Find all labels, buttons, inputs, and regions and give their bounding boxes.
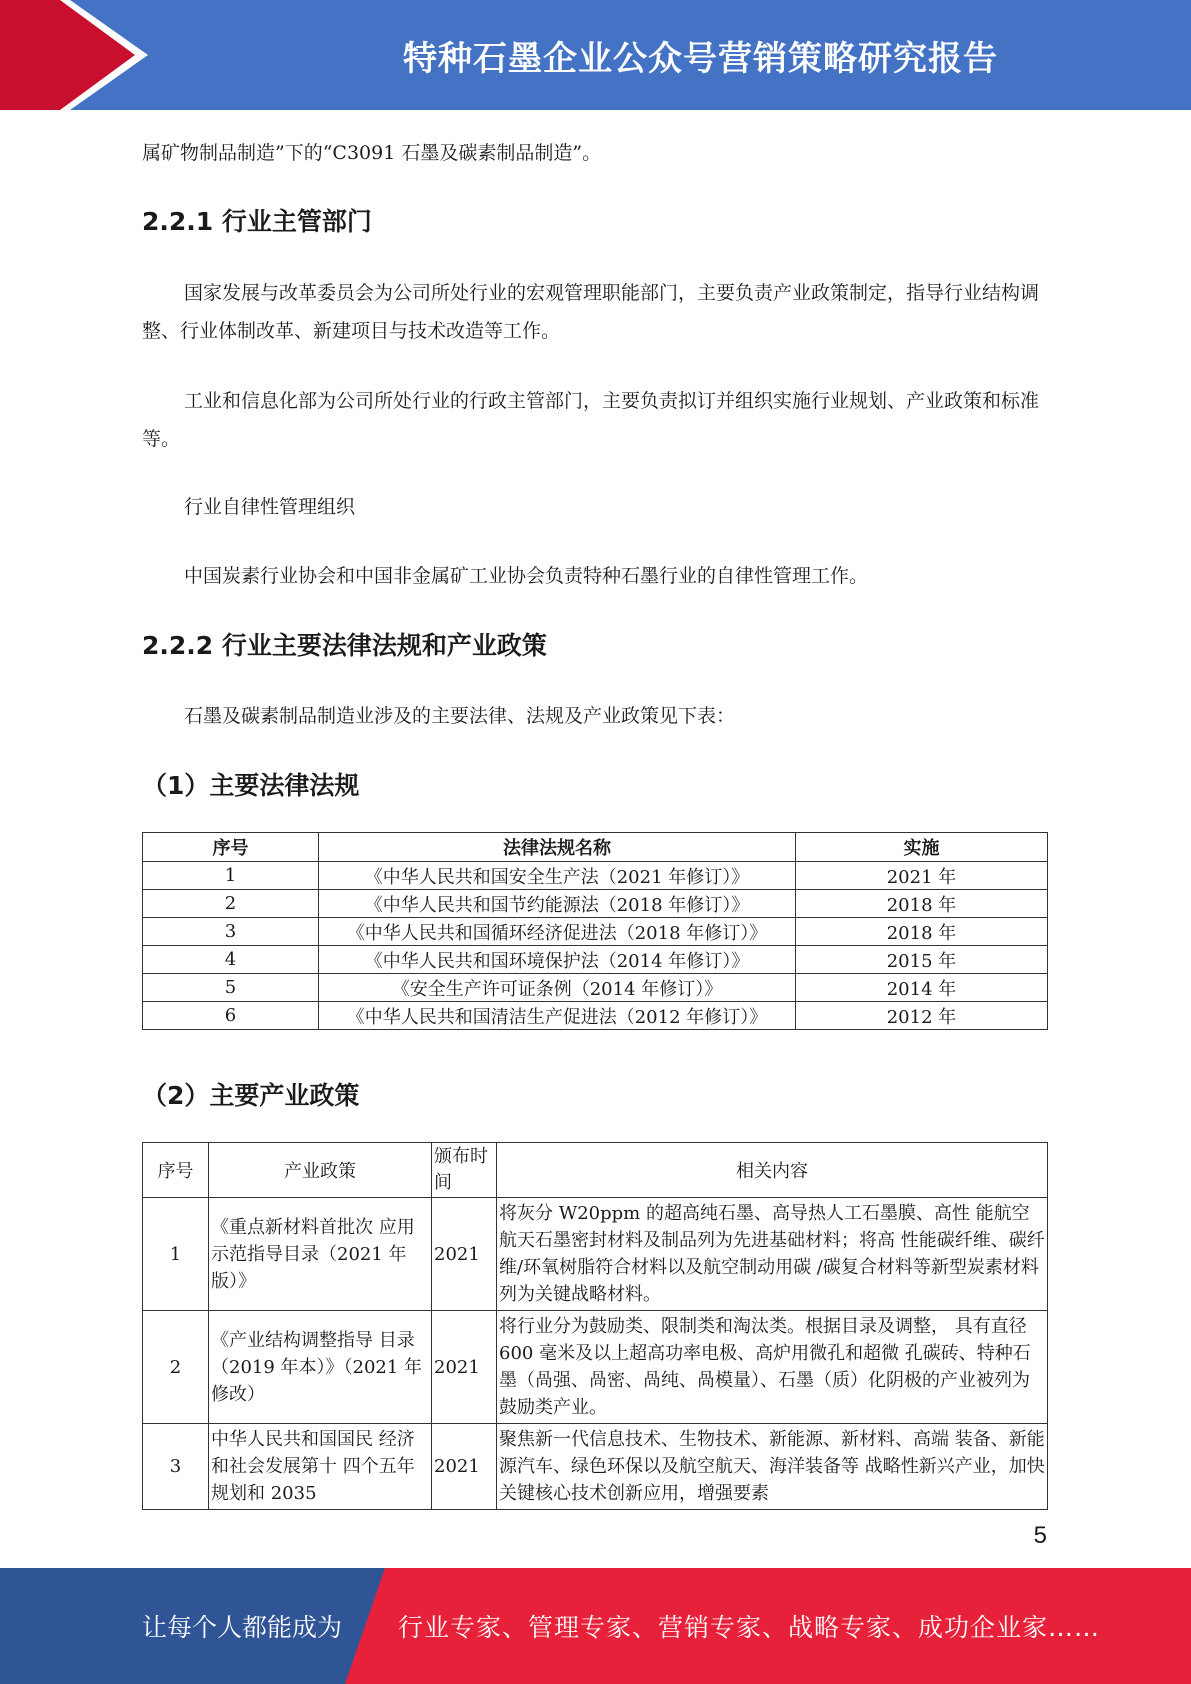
- cell-effective: 2012 年: [796, 1002, 1048, 1030]
- subheading-laws: （1）主要法律法规: [142, 771, 360, 800]
- cell-effective: 2015 年: [796, 946, 1048, 974]
- table-row: [143, 1311, 1048, 1424]
- footer-slogan-left: 让每个人都能成为: [142, 1613, 343, 1642]
- cell-effective: 2014 年: [796, 974, 1048, 1002]
- footer-slogan-right: 行业专家、管理专家、营销专家、战略专家、成功企业家……: [398, 1613, 1101, 1642]
- cell-law-name: 《中华人民共和国清洁生产促进法（2012 年修订）》: [319, 1002, 796, 1030]
- table-header-row: [143, 833, 1048, 862]
- cell-issue-date: 2021: [432, 1311, 497, 1424]
- cell-content: 将行业分为鼓励类、限制类和淘汰类。根据目录及调整， 具有直径 600 毫米及以上超高功率电极、高炉用微孔和超微 孔碳砖、特种石墨（咼强、咼密、咼纯、咼模量）、石墨（质）化阴极的产业被列为鼓励类产业。: [497, 1311, 1048, 1424]
- table-row: [143, 974, 1048, 1002]
- paragraph-associations: 中国炭素行业协会和中国非金属矿工业协会负责特种石墨行业的自律性管理工作。: [184, 565, 869, 587]
- cell-index: 6: [143, 1002, 319, 1030]
- table-row: [143, 1002, 1048, 1030]
- page-number: 5: [1033, 1522, 1047, 1549]
- cell-effective: 2018 年: [796, 918, 1048, 946]
- report-title: 特种石墨企业公众号营销策略研究报告: [403, 38, 998, 79]
- cell-index: 4: [143, 946, 319, 974]
- cell-issue-date: 2021: [432, 1424, 497, 1510]
- section-heading-2-2-2: 2.2.2 行业主要法律法规和产业政策: [142, 631, 547, 660]
- policies-table: [142, 1142, 1048, 1510]
- cell-issue-date: 2021: [432, 1198, 497, 1311]
- table-row: [143, 1198, 1048, 1311]
- cell-law-name: 《中华人民共和国节约能源法（2018 年修订）》: [319, 890, 796, 918]
- cell-index: 1: [143, 862, 319, 890]
- cell-index: 3: [143, 1424, 209, 1510]
- cell-index: 1: [143, 1198, 209, 1311]
- col-header-law-name: 法律法规名称: [319, 833, 796, 862]
- cell-content: 聚焦新一代信息技术、生物技术、新能源、新材料、高端 装备、新能源汽车、绿色环保以及航空航天、海洋装备等 战略性新兴产业，加快关键核心技术创新应用，增强要素: [497, 1424, 1048, 1510]
- col-header-issue-date: 颁布时间: [432, 1143, 497, 1198]
- col-header-index: 序号: [143, 1143, 209, 1198]
- cell-index: 3: [143, 918, 319, 946]
- table-row: [143, 946, 1048, 974]
- col-header-policy: 产业政策: [209, 1143, 432, 1198]
- page-header: [0, 0, 1191, 110]
- cell-law-name: 《中华人民共和国安全生产法（2021 年修订）》: [319, 862, 796, 890]
- subheading-policies: （2）主要产业政策: [142, 1081, 360, 1110]
- cell-policy: 中华人民共和国国民 经济和社会发展第十 四个五年规划和 2035: [209, 1424, 432, 1510]
- table-row: [143, 890, 1048, 918]
- paragraph-miit: 工业和信息化部为公司所处行业的行政主管部门，主要负责拟订并组织实施行业规划、产业政策和标准等。: [142, 390, 1040, 450]
- cell-law-name: 《安全生产许可证条例（2014 年修订）》: [319, 974, 796, 1002]
- col-header-content: 相关内容: [497, 1143, 1048, 1198]
- cell-policy: 《重点新材料首批次 应用示范指导目录（2021 年版）》: [209, 1198, 432, 1311]
- cell-policy: 《产业结构调整指导 目录（2019 年本）》（2021 年修改）: [209, 1311, 432, 1424]
- paragraph-self-regulatory-org: 行业自律性管理组织: [184, 496, 356, 518]
- cell-index: 2: [143, 890, 319, 918]
- paragraph-table-intro: 石墨及碳素制品制造业涉及的主要法律、法规及产业政策见下表：: [184, 705, 736, 727]
- section-heading-2-2-1: 2.2.1 行业主管部门: [142, 207, 372, 236]
- laws-table: [142, 832, 1048, 1030]
- paragraph-ndrc: 国家发展与改革委员会为公司所处行业的宏观管理职能部门，主要负责产业政策制定，指导行业结构调整、行业体制改革、新建项目与技术改造等工作。: [142, 282, 1040, 342]
- cell-effective: 2021 年: [796, 862, 1048, 890]
- cell-content: 将灰分 W20ppm 的超高纯石墨、高导热人工石墨膜、高性 能航空航天石墨密封材料及制品列为先进基础材料；将高 性能碳纤维、碳纤维/环氧树脂符合材料以及航空制动用碳 /碳复合材料等新型炭素材料列为关键战略材料。: [497, 1198, 1048, 1311]
- intro-paragraph: 属矿物制品制造”下的“C3091 石墨及碳素制品制造”。: [142, 142, 602, 164]
- table-row: [143, 918, 1048, 946]
- col-header-effective: 实施: [796, 833, 1048, 862]
- cell-index: 2: [143, 1311, 209, 1424]
- cell-index: 5: [143, 974, 319, 1002]
- cell-effective: 2018 年: [796, 890, 1048, 918]
- cell-law-name: 《中华人民共和国循环经济促进法（2018 年修订）》: [319, 918, 796, 946]
- page-footer: [0, 1568, 1191, 1684]
- cell-law-name: 《中华人民共和国环境保护法（2014 年修订）》: [319, 946, 796, 974]
- header-chevron-icon: [0, 0, 150, 110]
- table-header-row: [143, 1143, 1048, 1198]
- table-row: [143, 1424, 1048, 1510]
- col-header-index: 序号: [143, 833, 319, 862]
- table-row: [143, 862, 1048, 890]
